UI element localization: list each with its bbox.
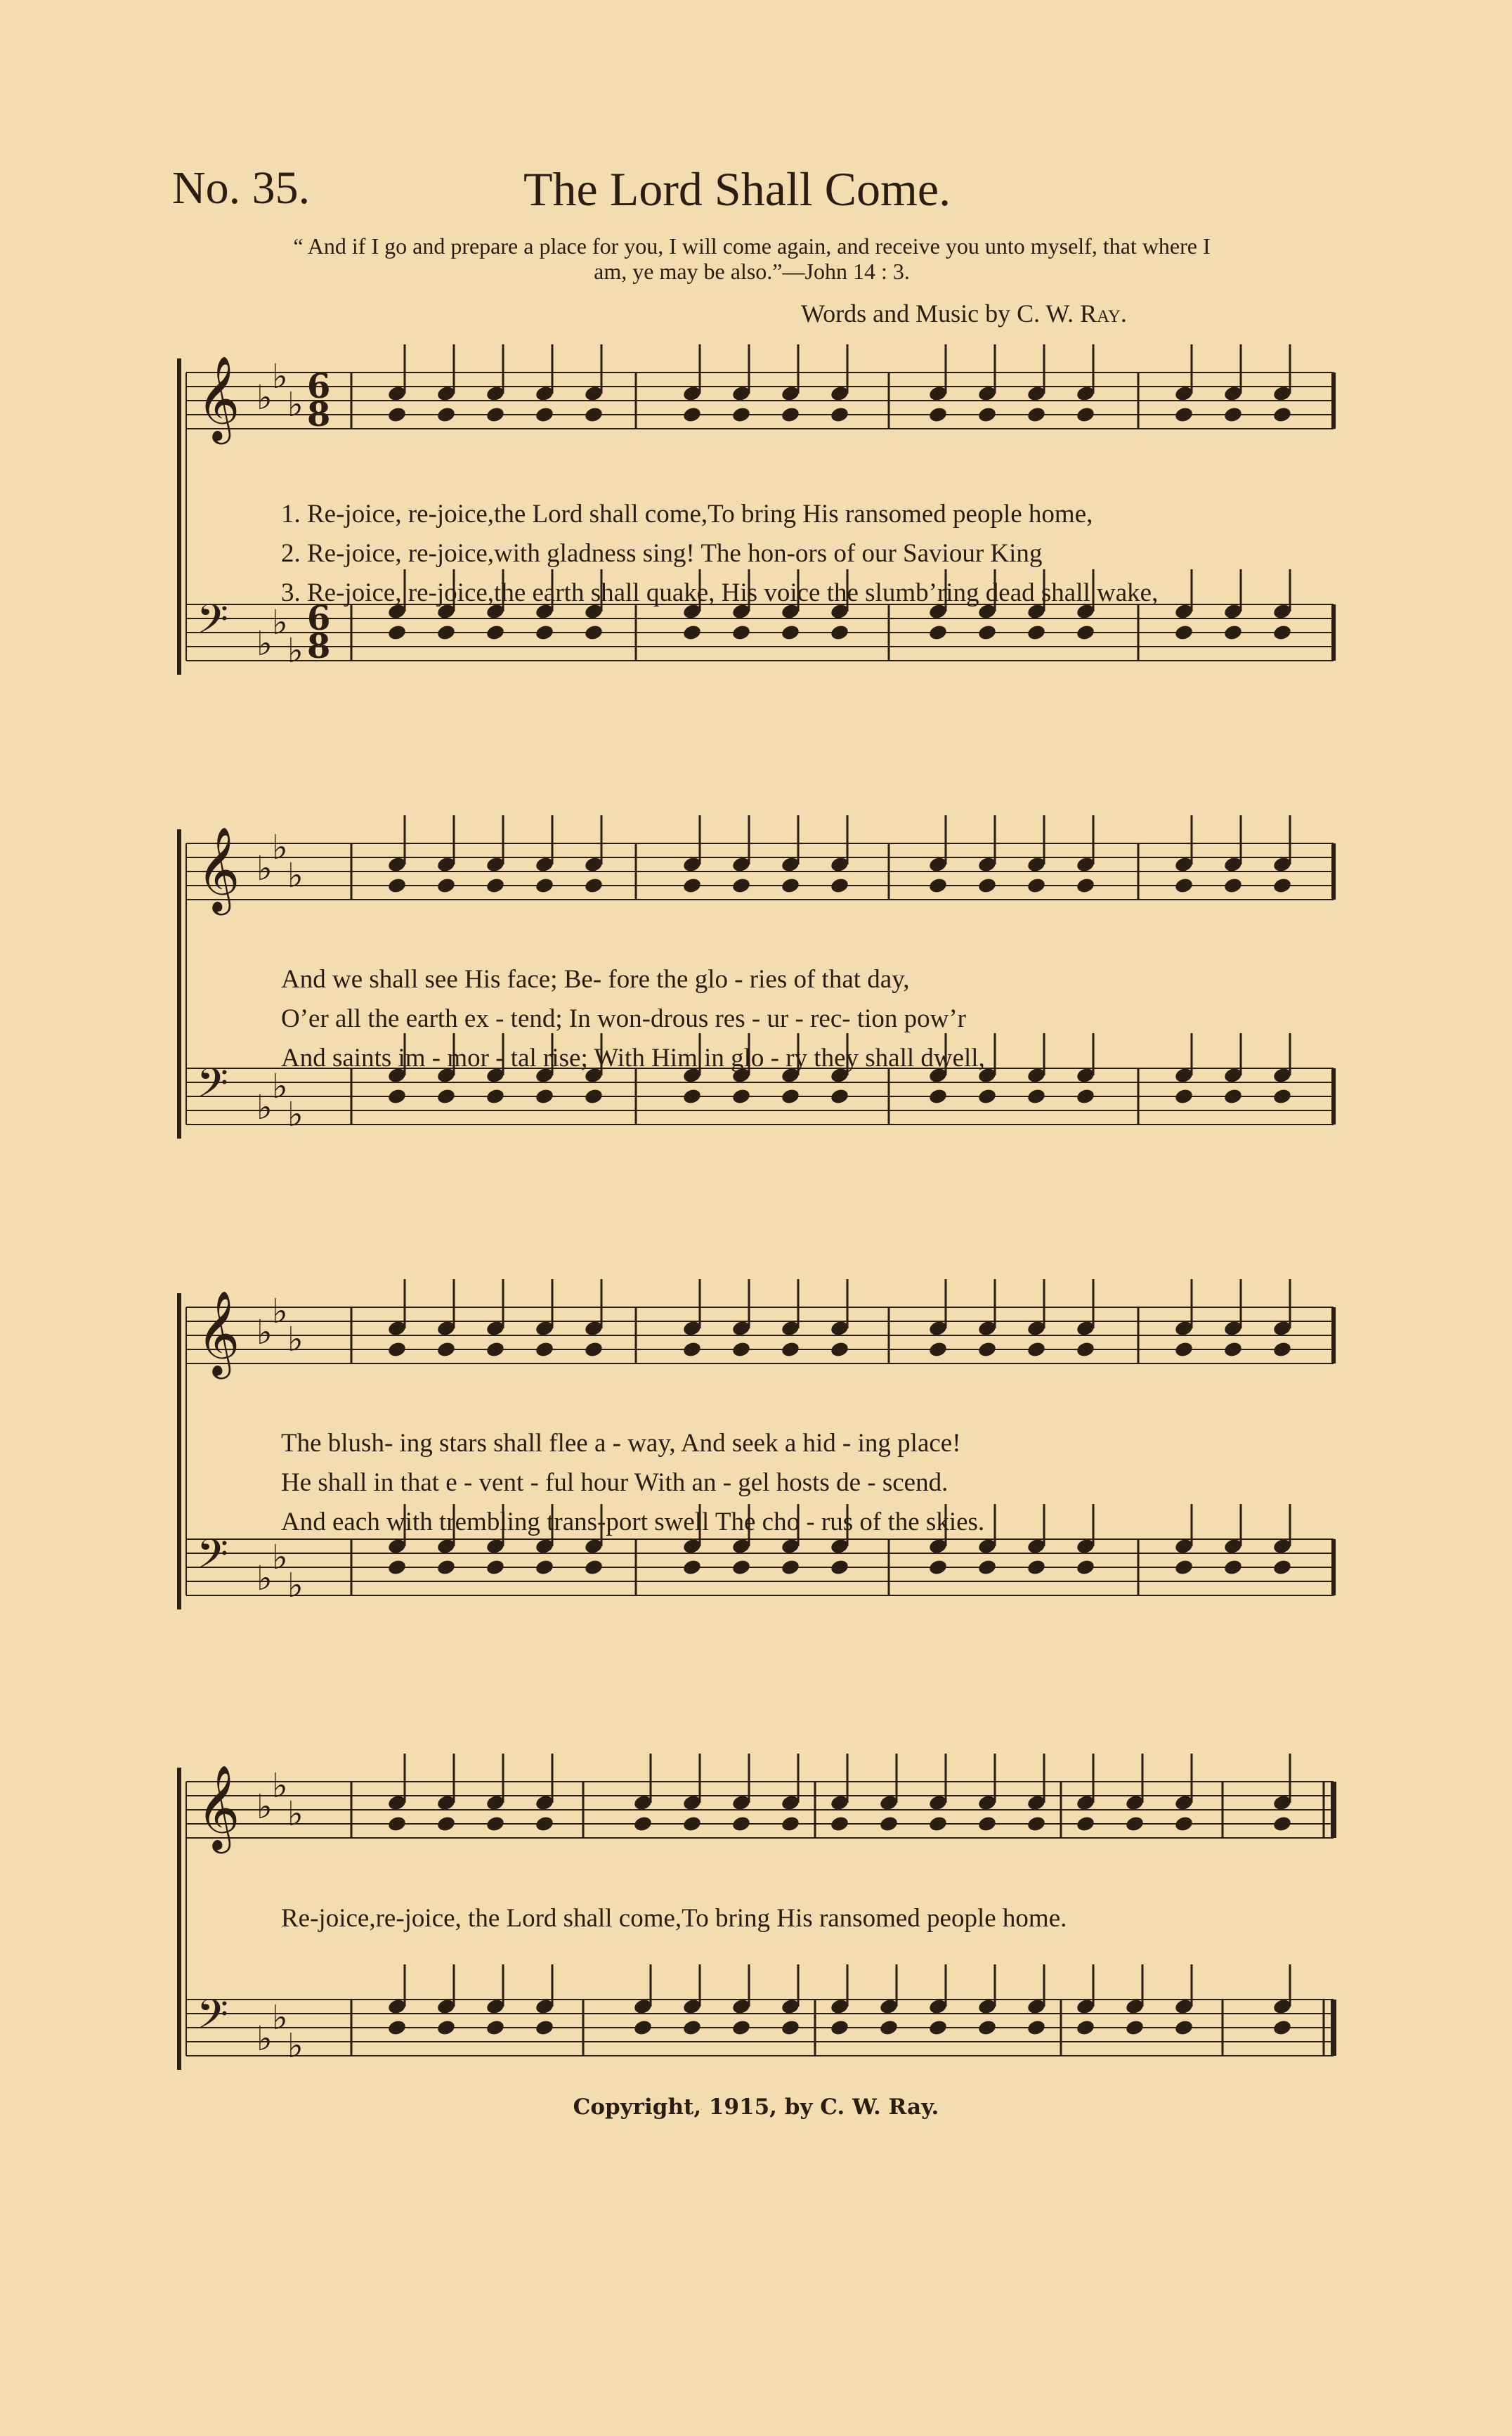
note-head: [1272, 406, 1293, 423]
note-head: [1027, 1815, 1047, 1832]
note-head: [1223, 406, 1244, 423]
note-head: [485, 406, 506, 423]
note-head: [1272, 1340, 1293, 1358]
note-head: [682, 876, 703, 894]
time-signature-digit: 8: [307, 395, 331, 434]
note-head: [1174, 406, 1194, 423]
note-head: [485, 876, 506, 894]
note-head: [1174, 2019, 1194, 2036]
flat-sign: ♭: [287, 1095, 304, 1134]
note-head: [436, 876, 457, 894]
note-head: [584, 1340, 604, 1358]
note-head: [387, 1815, 408, 1832]
note-head: [1076, 1087, 1096, 1105]
lyric-line: The blush- ing stars shall flee a - way, And seek a hid - ing place!: [281, 1429, 961, 1458]
note-head: [830, 1087, 850, 1105]
note-head: [731, 1815, 752, 1832]
note-head: [436, 1087, 457, 1105]
note-head: [1076, 406, 1096, 423]
flat-sign: ♭: [272, 1538, 288, 1577]
note-head: [928, 2019, 949, 2036]
note-head: [436, 1558, 457, 1576]
note-head: [1076, 2019, 1096, 2036]
note-head: [485, 1340, 506, 1358]
note-head: [535, 1087, 555, 1105]
note-head: [1223, 623, 1244, 641]
note-head: [584, 1558, 604, 1576]
note-head: [977, 406, 998, 423]
note-head: [1272, 876, 1293, 894]
flat-sign: ♭: [272, 828, 288, 867]
lyric-line: Re-joice,re-joice, the Lord shall come,To bring His ransomed people home.: [281, 1904, 1067, 1933]
note-head: [436, 406, 457, 423]
treble-clef: 𝄞: [197, 355, 240, 441]
note-head: [830, 1815, 850, 1832]
note-head: [731, 2019, 752, 2036]
treble-clef: 𝄞: [197, 1290, 240, 1375]
flat-sign: ♭: [256, 1787, 273, 1827]
note-head: [436, 1340, 457, 1358]
time-signature-digit: 8: [307, 627, 331, 666]
flat-sign: ♭: [287, 1320, 304, 1359]
note-head: [584, 876, 604, 894]
note-head: [1174, 623, 1194, 641]
note-head: [928, 1558, 949, 1576]
note-head: [387, 876, 408, 894]
note-head: [436, 1815, 457, 1832]
flat-sign: ♭: [256, 1559, 273, 1598]
note-head: [1027, 406, 1047, 423]
note-head: [1076, 1558, 1096, 1576]
note-head: [731, 1558, 752, 1576]
note-head: [535, 1558, 555, 1576]
lyric-line: And we shall see His face; Be- fore the glo - ries of that day,: [281, 965, 910, 994]
note-head: [682, 1340, 703, 1358]
note-head: [436, 623, 457, 641]
note-head: [1174, 1340, 1194, 1358]
note-head: [1272, 1087, 1293, 1105]
treble-clef: 𝄞: [197, 826, 240, 912]
flat-sign: ♭: [256, 1313, 273, 1352]
note-head: [1076, 623, 1096, 641]
flat-sign: ♭: [256, 1088, 273, 1127]
note-head: [1174, 876, 1194, 894]
note-head: [1076, 1340, 1096, 1358]
note-head: [977, 2019, 998, 2036]
lyric-line: And saints im - mor - tal rise; With Him in glo - ry they shall dwell,: [281, 1044, 985, 1073]
flat-sign: ♭: [272, 357, 288, 396]
note-head: [1125, 1815, 1145, 1832]
lyric-line: 3. Re-joice, re-joice,the earth shall quake, His voice the slumb’ring dead shall wake,: [281, 578, 1159, 607]
lyric-line: 1. Re-joice, re-joice,the Lord shall come,To bring His ransomed people home,: [281, 500, 1093, 529]
note-head: [977, 623, 998, 641]
note-head: [830, 2019, 850, 2036]
note-head: [1223, 1558, 1244, 1576]
note-head: [731, 623, 752, 641]
time-signature-digit: 6: [307, 599, 331, 638]
flat-sign: ♭: [287, 1566, 304, 1605]
note-head: [1125, 2019, 1145, 2036]
note-head: [485, 1087, 506, 1105]
bass-clef: 𝄢: [197, 1990, 229, 2048]
note-head: [781, 1558, 801, 1576]
note-head: [1027, 1558, 1047, 1576]
hymn-number: No. 35.: [172, 162, 311, 214]
note-head: [781, 1087, 801, 1105]
epigraph: “ And if I go and prepare a place for you, I will come again, and receive you unto myself, that where I am, ye may be also.”—John 14 : 3.: [293, 233, 1211, 284]
note-head: [879, 1815, 899, 1832]
note-head: [1223, 876, 1244, 894]
note-head: [830, 876, 850, 894]
note-head: [387, 1087, 408, 1105]
note-head: [535, 1815, 555, 1832]
note-head: [731, 406, 752, 423]
note-head: [977, 1558, 998, 1576]
note-head: [387, 1558, 408, 1576]
note-head: [1272, 2019, 1293, 2036]
note-head: [928, 1340, 949, 1358]
bass-clef: 𝄢: [197, 595, 229, 653]
note-head: [682, 406, 703, 423]
lyric-line: 2. Re-joice, re-joice,with gladness sing! The hon-ors of our Saviour King: [281, 539, 1043, 568]
note-head: [535, 623, 555, 641]
copyright-notice: Copyright, 1915, by C. W. Ray.: [573, 2094, 939, 2120]
note-head: [682, 1815, 703, 1832]
note-head: [977, 876, 998, 894]
time-signature-digit: 6: [307, 367, 331, 406]
note-head: [928, 623, 949, 641]
note-head: [584, 406, 604, 423]
credit-name: Ray.: [1080, 299, 1127, 328]
note-head: [1027, 1087, 1047, 1105]
note-head: [1076, 1815, 1096, 1832]
flat-sign: ♭: [287, 2026, 304, 2066]
note-head: [879, 2019, 899, 2036]
note-head: [633, 1815, 653, 1832]
note-head: [1027, 2019, 1047, 2036]
note-head: [387, 2019, 408, 2036]
note-head: [485, 623, 506, 641]
note-head: [485, 1558, 506, 1576]
note-head: [1174, 1087, 1194, 1105]
note-head: [535, 876, 555, 894]
note-head: [1076, 876, 1096, 894]
note-head: [928, 1815, 949, 1832]
note-head: [731, 876, 752, 894]
flat-sign: ♭: [287, 856, 304, 895]
note-head: [682, 623, 703, 641]
note-head: [584, 623, 604, 641]
flat-sign: ♭: [287, 385, 304, 425]
note-head: [1027, 876, 1047, 894]
note-head: [682, 1558, 703, 1576]
note-head: [485, 2019, 506, 2036]
note-head: [928, 876, 949, 894]
credit-prefix: Words and Music by C. W.: [801, 299, 1074, 328]
note-head: [584, 1087, 604, 1105]
flat-sign: ♭: [256, 624, 273, 663]
note-head: [781, 2019, 801, 2036]
note-head: [781, 623, 801, 641]
note-head: [1272, 1558, 1293, 1576]
note-head: [485, 1815, 506, 1832]
bass-clef: 𝄢: [197, 1059, 229, 1117]
note-head: [977, 1340, 998, 1358]
flat-sign: ♭: [256, 378, 273, 417]
note-head: [387, 623, 408, 641]
note-head: [535, 1340, 555, 1358]
note-head: [682, 1087, 703, 1105]
note-head: [781, 876, 801, 894]
note-head: [387, 1340, 408, 1358]
treble-clef: 𝄞: [197, 1764, 240, 1850]
note-head: [830, 623, 850, 641]
flat-sign: ♭: [256, 849, 273, 888]
note-head: [1272, 623, 1293, 641]
note-head: [535, 406, 555, 423]
flat-sign: ♭: [287, 631, 304, 670]
note-head: [1223, 1340, 1244, 1358]
lyric-line: O’er all the earth ex - tend; In won-drous res - ur - rec- tion pow’r: [281, 1004, 966, 1033]
note-head: [1223, 1087, 1244, 1105]
note-head: [928, 406, 949, 423]
note-head: [731, 1340, 752, 1358]
note-head: [830, 1340, 850, 1358]
lyric-line: He shall in that e - vent - ful hour With an - gel hosts de - scend.: [281, 1468, 949, 1497]
note-head: [781, 406, 801, 423]
bass-clef: 𝄢: [197, 1530, 229, 1588]
flat-sign: ♭: [272, 1067, 288, 1106]
note-head: [1027, 1340, 1047, 1358]
flat-sign: ♭: [272, 1766, 288, 1806]
note-head: [387, 406, 408, 423]
flat-sign: ♭: [272, 1292, 288, 1331]
note-head: [781, 1340, 801, 1358]
note-head: [436, 2019, 457, 2036]
note-head: [633, 2019, 653, 2036]
lyric-line: And each with trembling trans-port swell The cho - rus of the skies.: [281, 1508, 985, 1536]
note-head: [928, 1087, 949, 1105]
note-head: [1027, 623, 1047, 641]
note-head: [1272, 1815, 1293, 1832]
note-head: [731, 1087, 752, 1105]
note-head: [977, 1087, 998, 1105]
note-head: [830, 406, 850, 423]
note-head: [977, 1815, 998, 1832]
note-head: [781, 1815, 801, 1832]
flat-sign: ♭: [272, 603, 288, 642]
note-head: [535, 2019, 555, 2036]
note-head: [1174, 1558, 1194, 1576]
flat-sign: ♭: [272, 1998, 288, 2037]
note-head: [682, 2019, 703, 2036]
flat-sign: ♭: [287, 1794, 304, 1834]
note-head: [830, 1558, 850, 1576]
note-head: [1174, 1815, 1194, 1832]
flat-sign: ♭: [256, 2019, 273, 2059]
hymn-title: The Lord Shall Come.: [523, 162, 951, 216]
